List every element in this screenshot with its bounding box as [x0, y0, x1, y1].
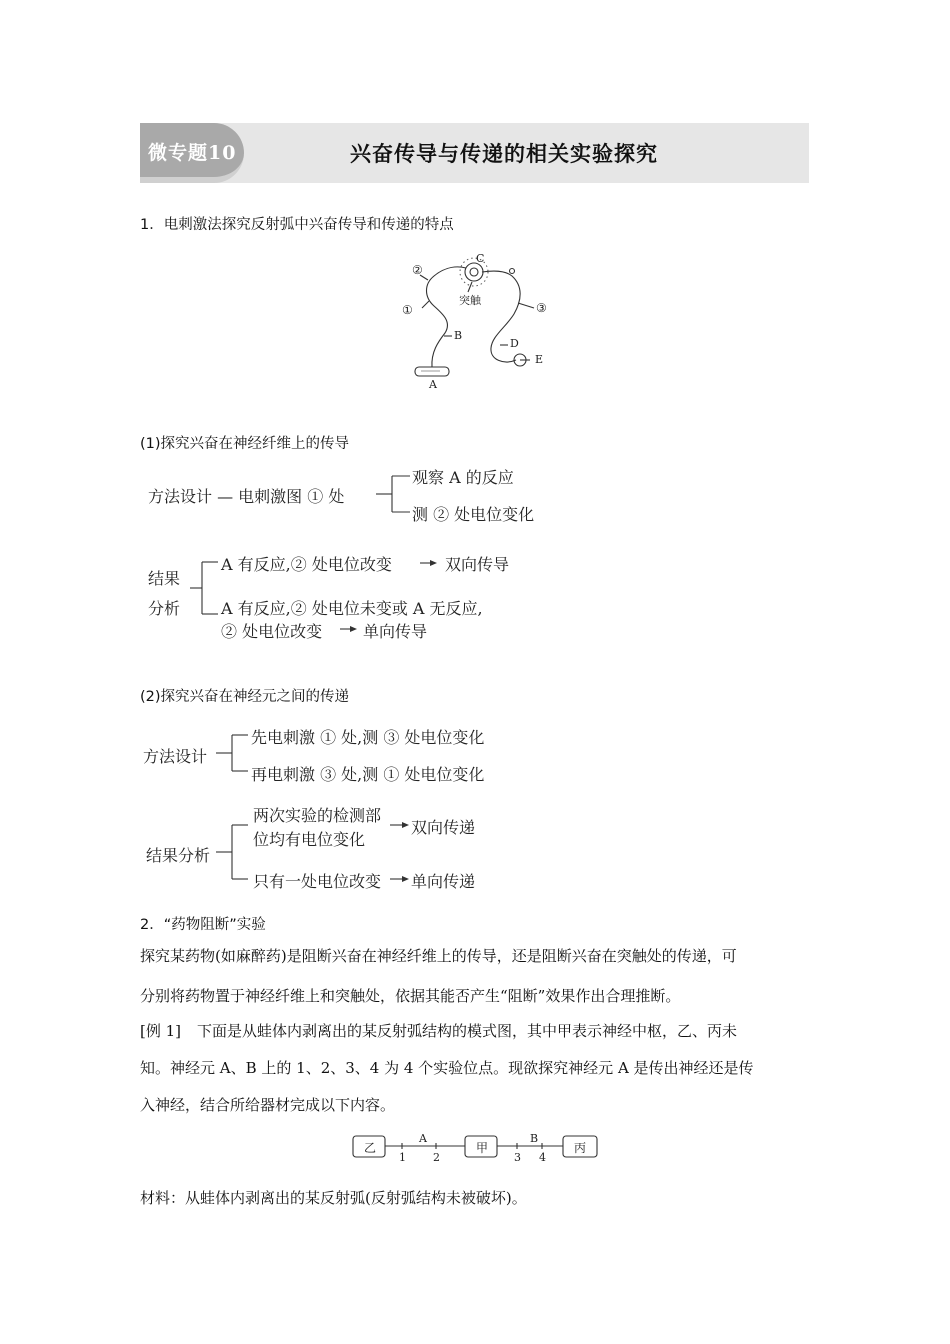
example-line-3: 入神经，结合所给器材完成以下内容。	[140, 1096, 396, 1114]
section-2-heading: 2．“药物阻断”实验	[140, 917, 266, 933]
section-2-paragraph-line-1: 探究某药物(如麻醉药)是阻断兴奋在神经纤维上的传导，还是阻断兴奋在突触处的传递，可	[140, 947, 737, 965]
part-2-result-2-conclusion: 单向传递	[411, 872, 476, 891]
figure-label-3: ③	[536, 301, 547, 315]
part-1-branch-measure: 测 ② 处电位变化	[412, 505, 535, 524]
part-1-result-label-2: 分析	[148, 599, 181, 618]
effector-e-shape	[514, 354, 526, 366]
part-2-branch-first: 先电刺激 ① 处,测 ③ 处电位变化	[251, 728, 485, 747]
point-1-label: 1	[399, 1151, 406, 1164]
figure-label-2: ②	[412, 263, 423, 277]
part-2-result-2: 只有一处电位改变	[253, 872, 382, 891]
box-left-label: 乙	[364, 1141, 377, 1155]
afferent-fiber	[427, 267, 467, 367]
synapse-pointer	[468, 282, 472, 292]
center-c-inner	[470, 268, 478, 276]
part-2-result-label: 结果分析	[146, 846, 211, 865]
part-2-result-1-line-2: 位均有电位变化	[253, 830, 366, 849]
part-1-result-2-line-1: A 有反应,② 处电位未变或 A 无反应,	[221, 599, 483, 618]
efferent-ending	[510, 269, 515, 274]
box-mid-label: 甲	[476, 1141, 489, 1155]
example-line-2: 知。神经元 A、B 上的 1、2、3、4 为 4 个实验位点。现欲探究神经元 A 是传出神经还是传	[140, 1059, 754, 1077]
part-2-result-1-conclusion: 双向传递	[411, 818, 476, 837]
example-tag: [例 1]	[140, 1022, 182, 1040]
part-1-result-1: A 有反应,② 处电位改变	[221, 555, 392, 574]
marker-p3	[518, 303, 534, 308]
neuron-b-label: B	[530, 1132, 539, 1145]
part-2-branch-second: 再电刺激 ③ 处,测 ① 处电位变化	[251, 765, 485, 784]
part-1-result-2-line-2: ② 处电位改变	[221, 622, 323, 641]
example-line-1: 下面是从蛙体内剥离出的某反射弧结构的模式图，其中甲表示神经中枢，乙、丙未	[197, 1022, 738, 1040]
figure-label-d: D	[510, 337, 519, 350]
part-1-result-2-conclusion: 单向传导	[363, 622, 428, 641]
part-1-heading: (1)探究兴奋在神经纤维上的传导	[140, 436, 350, 452]
section-2-paragraph-line-2: 分别将药物置于神经纤维上和突触处，依据其能否产生“阻断”效果作出合理推断。	[140, 987, 681, 1005]
part-1-method-label: 方法设计 — 电刺激图 ① 处	[148, 487, 345, 506]
material-line: 材料：从蛙体内剥离出的某反射弧(反射弧结构未被破坏)。	[140, 1189, 527, 1207]
page-title: 兴奋传导与传递的相关实验探究	[350, 141, 658, 166]
figure-label-c: C	[476, 252, 485, 265]
figure-label-b: B	[454, 329, 463, 342]
receptor-a-shape	[415, 367, 449, 376]
topic-badge-label: 微专题10	[148, 142, 237, 164]
figure-label-1: ①	[402, 303, 413, 317]
part-2-result-1-line-1: 两次实验的检测部	[253, 806, 382, 825]
marker-p1	[422, 301, 429, 308]
part-1-branch-observe: 观察 A 的反应	[412, 468, 514, 487]
figure-label-synapse: 突触	[459, 294, 481, 307]
part-2-method-label: 方法设计	[143, 747, 208, 766]
point-2-label: 2	[433, 1151, 440, 1164]
part-2-heading: (2)探究兴奋在神经元之间的传递	[140, 689, 350, 705]
figure-label-a: A	[429, 378, 437, 391]
point-4-label: 4	[539, 1151, 546, 1164]
part-1-result-1-conclusion: 双向传导	[445, 555, 510, 574]
box-right-label: 丙	[574, 1141, 587, 1155]
center-c-shape	[465, 263, 483, 281]
point-3-label: 3	[514, 1151, 521, 1164]
section-1-heading: 1．电刺激法探究反射弧中兴奋传导和传递的特点	[140, 217, 454, 233]
figure-label-e: E	[535, 353, 544, 366]
part-1-result-label-1: 结果	[148, 569, 181, 588]
neuron-a-label: A	[419, 1132, 427, 1145]
